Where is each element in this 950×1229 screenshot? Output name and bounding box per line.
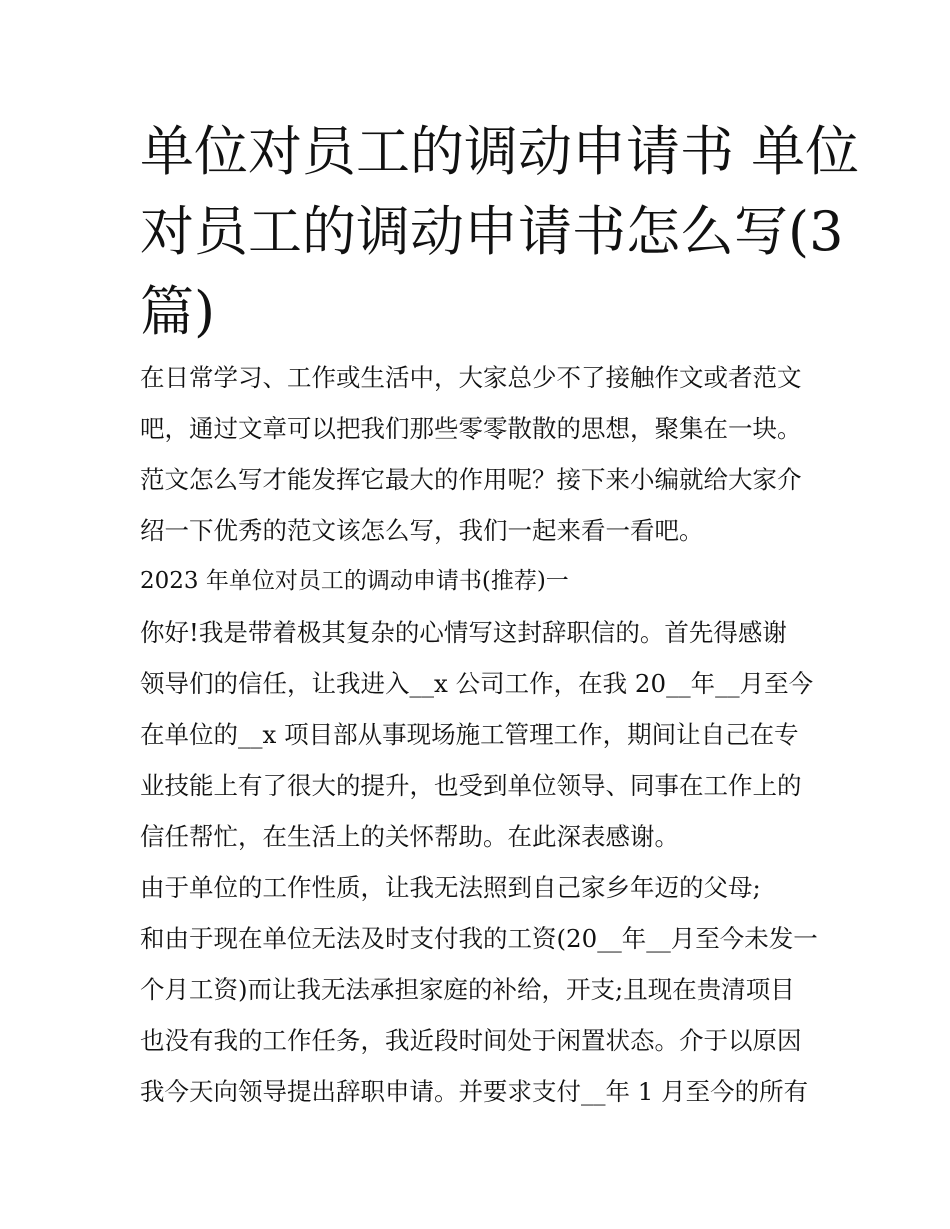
body-line: 你好!我是带着极其复杂的心情写这封辞职信的。首先得感谢 bbox=[140, 618, 787, 647]
body-line: 在单位的__x 项目部从事现场施工管理工作，期间让自己在专 bbox=[140, 720, 799, 749]
body-line: 个月工资)而让我无法承担家庭的补给，开支;且现在贵清项目 bbox=[140, 975, 795, 1004]
body-line: 也没有我的工作任务，我近段时间处于闲置状态。介于以原因 bbox=[140, 1026, 802, 1055]
title-line: 单位对员工的调动申请书 单位 bbox=[140, 120, 860, 183]
document-title bbox=[140, 112, 860, 352]
body-line: 由于单位的工作性质，让我无法照到自己家乡年迈的父母; bbox=[140, 873, 761, 902]
section-heading: 2023 年单位对员工的调动申请书(推荐)一 bbox=[140, 568, 569, 594]
body-line: 绍一下优秀的范文该怎么写，我们一起来看一看吧。 bbox=[140, 516, 704, 545]
body-line: 在日常学习、工作或生活中，大家总少不了接触作文或者范文 bbox=[140, 363, 802, 392]
body-line: 吧，通过文章可以把我们那些零零散散的思想，聚集在一块。 bbox=[140, 414, 802, 443]
body-line: 我今天向领导提出辞职申请。并要求支付__年 1 月至今的所有 bbox=[140, 1077, 809, 1106]
title-line: 对员工的调动申请书怎么写(3 bbox=[140, 200, 844, 263]
document-body bbox=[140, 352, 840, 1117]
body-line: 领导们的信任，让我进入__x 公司工作，在我 20__年__月至今 bbox=[140, 669, 814, 698]
body-line: 范文怎么写才能发挥它最大的作用呢？接下来小编就给大家介 bbox=[140, 465, 802, 494]
body-line: 信任帮忙，在生活上的关怀帮助。在此深表感谢。 bbox=[140, 822, 679, 851]
body-line: 和由于现在单位无法及时支付我的工资(20__年__月至今未发一 bbox=[140, 924, 818, 953]
title-line: 篇) bbox=[140, 280, 216, 343]
body-line: 业技能上有了很大的提升，也受到单位领导、同事在工作上的 bbox=[140, 771, 802, 800]
